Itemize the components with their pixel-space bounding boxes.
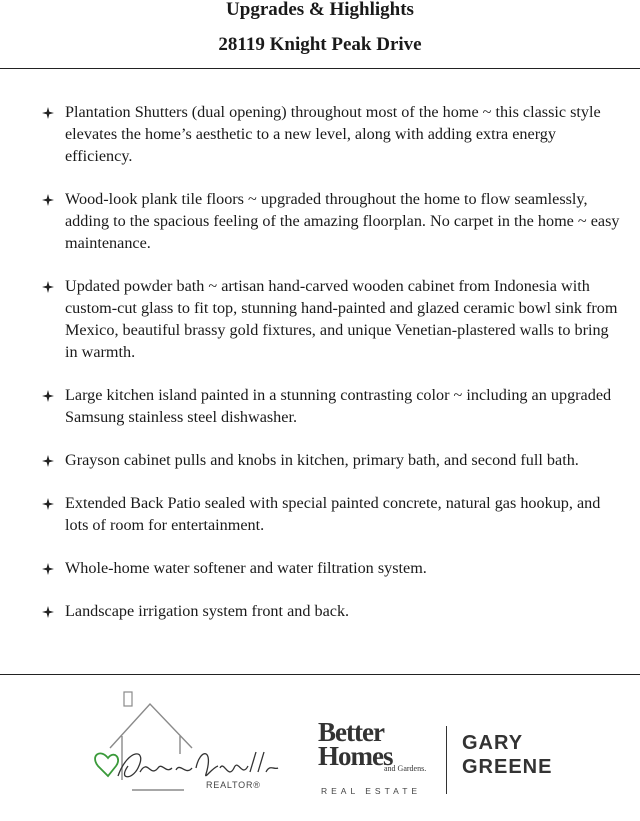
partner-logo [462,731,552,779]
list-item-text: Extended Back Patio sealed with special painted concrete, natural gas hookup, and lots of room for entertainment. [65,494,601,534]
footer [0,676,640,821]
partner-line-1: GARY [462,732,524,754]
page-title: Upgrades & Highlights [226,0,414,20]
list-item [40,557,625,579]
agent-logo [88,688,288,808]
list-item-text: Updated powder bath ~ artisan hand-carved wooden cabinet from Indonesia with custom-cut glass to fit top, stunning hand-painted and glazed ceramic bowl sink from Mexico, beautiful brassy gold fixtures, and unique Venetian-plastered walls to bring in warmth. [65,277,618,361]
highlights-list [40,101,625,622]
list-item-text: Wood-look plank tile floors ~ upgraded throughout the home to flow seamlessly, adding to the spacious feeling of the amazing floorplan. No carpet in the home ~ easy maintenance. [65,190,620,252]
diamond-bullet-icon [42,606,54,618]
diamond-bullet-icon [42,194,54,206]
bottom-divider [0,674,640,675]
partner-line-2: GREENE [462,756,553,778]
list-item [40,101,625,167]
brokerage-line-gardens: and Gardens. [384,764,427,773]
diamond-bullet-icon [42,498,54,510]
list-item-text: Whole-home water softener and water filtration system. [65,559,427,577]
list-item [40,600,625,622]
list-item [40,384,625,428]
top-divider [0,68,640,69]
diamond-bullet-icon [42,563,54,575]
brokerage-line-better: Better [318,717,384,747]
list-item [40,449,625,471]
logo-divider [446,726,447,794]
brokerage-real-estate: REAL ESTATE [321,786,422,796]
diamond-bullet-icon [42,390,54,402]
realtor-label: REALTOR® [206,780,261,790]
heart-icon [95,753,118,776]
list-item-text: Grayson cabinet pulls and knobs in kitchen, primary bath, and second full bath. [65,451,579,469]
list-item-text: Plantation Shutters (dual opening) throughout most of the home ~ this classic style elevates the home’s aesthetic to a new level, along with adding extra energy efficiency. [65,103,601,165]
house-outline-icon [110,704,192,790]
list-item-text: Landscape irrigation system front and back. [65,602,350,620]
list-item [40,275,625,363]
property-address: 28119 Knight Peak Drive [218,34,422,55]
list-item-text: Large kitchen island painted in a stunning contrasting color ~ including an upgraded Samsung stainless steel dishwasher. [65,386,612,426]
diamond-bullet-icon [42,281,54,293]
diamond-bullet-icon [42,455,54,467]
list-item [40,188,625,254]
list-item [40,492,625,536]
brokerage-line-homes: Homes [318,741,393,771]
brokerage-logo [318,717,438,796]
diamond-bullet-icon [42,107,54,119]
